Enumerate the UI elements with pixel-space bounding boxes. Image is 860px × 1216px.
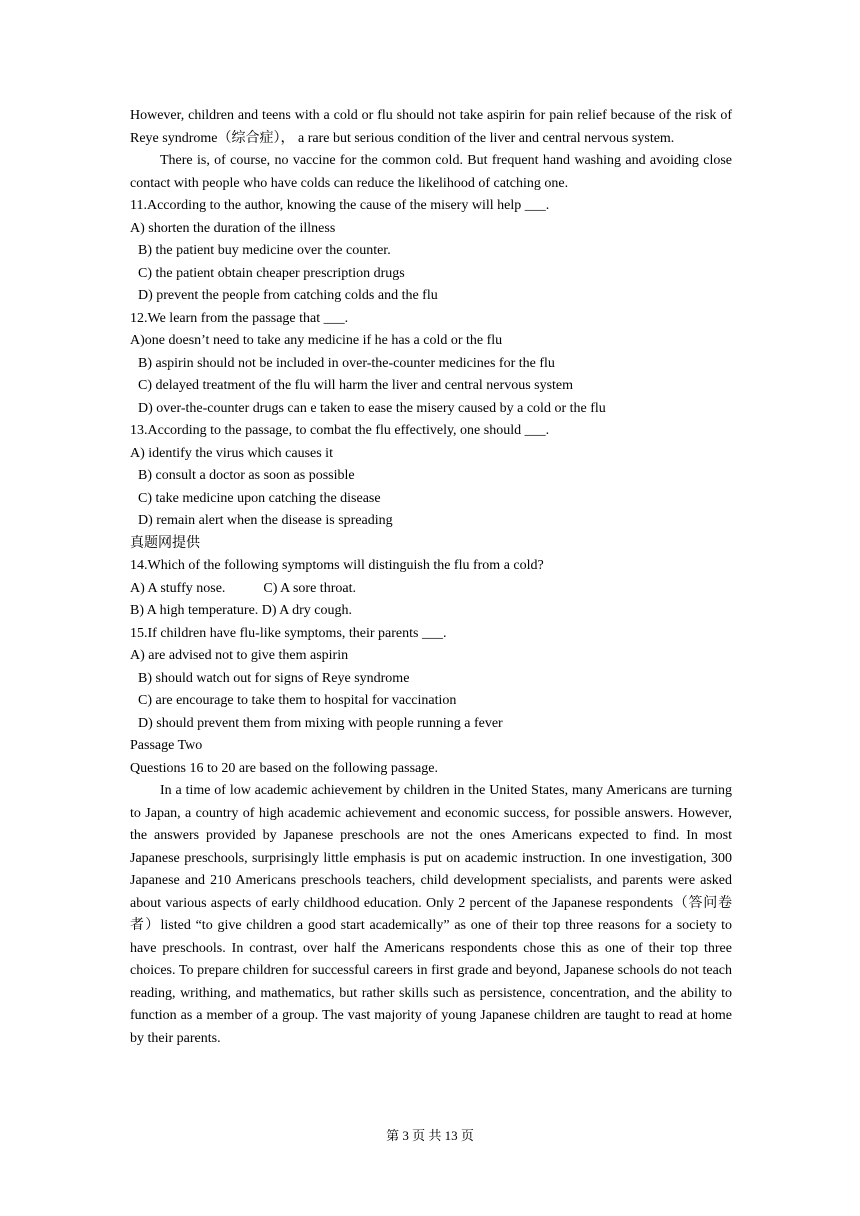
passage-one-paragraph-aspirin: However, children and teens with a cold or flu should not take aspirin for pain relief because of the risk of Reye syndrome（综合症）， a rare but serious condition of the liver and central nervous system. [130, 108, 732, 146]
option-c: C) delayed treatment of the flu will harm the liver and central nervous system [138, 378, 574, 393]
question-15 [130, 623, 732, 736]
question-stem: 12.We learn from the passage that ___. [130, 310, 349, 326]
question-11 [130, 195, 732, 308]
option-b: B) should watch out for signs of Reye syndrome [138, 670, 410, 686]
document-body [130, 105, 732, 1050]
option-b: B) the patient buy medicine over the counter. [138, 243, 391, 258]
passage-two-body: In a time of low academic achievement by children in the United States, many Americans are turning to Japan, a country of high academic achievement and economic success, for possible answers. However, the answers provided by Japanese preschools are not the ones Americans expected to find. In most Japanese preschools, surprisingly little emphasis is put on academic instruction. In one investigation, 300 Japanese and 210 Americans preschools teachers, child development specialists, and parents were asked about various aspects of early childhood education. Only 2 percent of the Japanese respondents（答问卷者）listed “to give children a good start academically” as one of their top three reasons for a society to have preschools. In contrast, over half the Americans respondents chose this as one of their top three choices. To prepare children for successful careers in first grade and beyond, Japanese schools do not teach reading, writhing, and mathematics, but rather skills such as persistence, concentration, and the ability to function as a member of a group. The vast majority of young Japanese children are taught to read at home by their parents. [130, 783, 732, 1046]
option-a: A) A stuffy nose. [130, 580, 226, 596]
question-stem: 14.Which of the following symptoms will distinguish the flu from a cold? [130, 558, 544, 573]
option-b: B) aspirin should not be included in over-the-counter medicines for the flu [138, 355, 555, 371]
question-12 [130, 308, 732, 421]
page-footer: 第 3 页 共 13 页 [386, 1128, 474, 1143]
option-c: C) are encourage to take them to hospital for vaccination [138, 693, 457, 708]
options-b-d-row: B) A high temperature. D) A dry cough. [130, 603, 353, 618]
option-a: A)one doesn’t need to take any medicine if he has a cold or the flu [130, 333, 503, 348]
option-d: D) should prevent them from mixing with people running a fever [138, 715, 503, 731]
option-d: D) over-the-counter drugs can e taken to ease the misery caused by a cold or the flu [138, 400, 606, 416]
option-c: C) A sore throat. [263, 580, 356, 596]
option-a: A) are advised not to give them aspirin [130, 648, 349, 663]
question-14 [130, 555, 732, 623]
question-stem: 11.According to the author, knowing the cause of the misery will help ___. [130, 198, 550, 213]
option-b: B) consult a doctor as soon as possible [138, 468, 355, 483]
option-a: A) shorten the duration of the illness [130, 220, 336, 236]
source-note: 真题网提供 [130, 535, 200, 551]
option-c: C) take medicine upon catching the disease [138, 490, 381, 506]
question-13 [130, 420, 732, 533]
passage-two-intro: Questions 16 to 20 are based on the following passage. [130, 760, 438, 776]
option-d: D) remain alert when the disease is spreading [138, 513, 393, 528]
question-stem: 13.According to the passage, to combat the flu effectively, one should ___. [130, 423, 550, 438]
options-a-c-row [130, 578, 732, 601]
option-a: A) identify the virus which causes it [130, 445, 333, 461]
passage-two-heading: Passage Two [130, 738, 203, 753]
question-stem: 15.If children have flu-like symptoms, their parents ___. [130, 625, 447, 641]
passage-one-paragraph-vaccine: There is, of course, no vaccine for the common cold. But frequent hand washing and avoiding close contact with people who have colds can reduce the likelihood of catching one. [130, 153, 732, 191]
option-d: D) prevent the people from catching colds and the flu [138, 288, 438, 303]
option-c: C) the patient obtain cheaper prescription drugs [138, 265, 405, 281]
